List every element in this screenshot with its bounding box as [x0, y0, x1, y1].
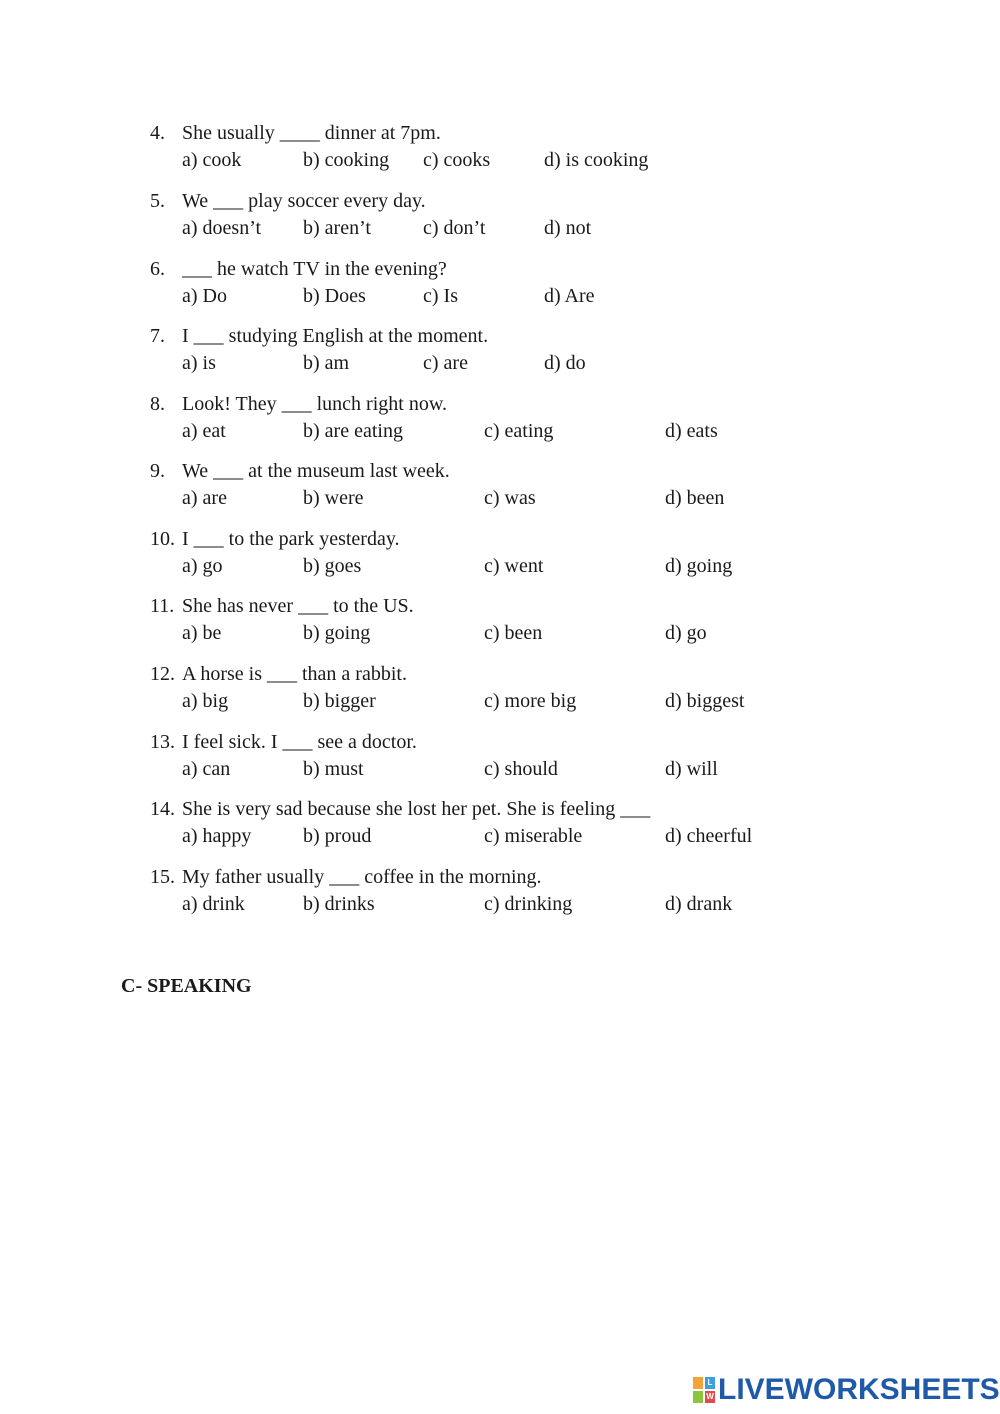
question-line	[150, 526, 850, 553]
answer-option[interactable]: b) must	[303, 758, 364, 780]
question-text: We ___ play soccer every day.	[182, 190, 426, 212]
question-item	[150, 458, 850, 512]
answer-option[interactable]: a) can	[182, 758, 231, 780]
question-text: ___ he watch TV in the evening?	[182, 258, 447, 280]
question-item	[150, 796, 850, 850]
question-number: 12.	[150, 663, 175, 685]
answer-option[interactable]: c) cooks	[423, 149, 491, 171]
answer-option[interactable]: a) Do	[182, 285, 227, 307]
answer-option[interactable]: c) was	[484, 487, 536, 509]
question-number: 13.	[150, 731, 175, 753]
answer-option[interactable]: d) drank	[665, 893, 733, 915]
answer-option[interactable]: b) Does	[303, 285, 366, 307]
answer-option[interactable]: a) go	[182, 555, 223, 577]
answer-option[interactable]: d) been	[665, 487, 725, 509]
answer-options	[150, 756, 850, 783]
question-item	[150, 391, 850, 445]
answer-option[interactable]: a) are	[182, 487, 227, 509]
question-line	[150, 120, 850, 147]
question-number: 11.	[150, 595, 175, 617]
answer-option[interactable]: c) miserable	[484, 825, 583, 847]
answer-option[interactable]: c) been	[484, 622, 543, 644]
answer-option[interactable]: b) going	[303, 622, 371, 644]
question-item	[150, 661, 850, 715]
question-text: I ___ studying English at the moment.	[182, 325, 489, 347]
question-number: 14.	[150, 798, 175, 820]
answer-option[interactable]: d) going	[665, 555, 733, 577]
question-item	[150, 729, 850, 783]
answer-option[interactable]: d) not	[544, 217, 592, 239]
question-number: 9.	[150, 460, 165, 482]
answer-options	[150, 350, 850, 377]
answer-option[interactable]: d) go	[665, 622, 707, 644]
logo-block: L	[705, 1377, 715, 1389]
answer-option[interactable]: b) aren’t	[303, 217, 371, 239]
question-number: 8.	[150, 393, 165, 415]
answer-option[interactable]: c) Is	[423, 285, 458, 307]
question-text: She has never ___ to the US.	[182, 595, 414, 617]
answer-option[interactable]: b) are eating	[303, 420, 403, 442]
answer-options	[150, 418, 850, 445]
question-item	[150, 188, 850, 242]
question-line	[150, 864, 850, 891]
question-item	[150, 256, 850, 310]
answer-option[interactable]: a) is	[182, 352, 216, 374]
answer-options	[150, 485, 850, 512]
answer-option[interactable]: c) eating	[484, 420, 554, 442]
question-line	[150, 729, 850, 756]
answer-option[interactable]: c) should	[484, 758, 558, 780]
answer-option[interactable]: b) drinks	[303, 893, 375, 915]
logo-block	[693, 1391, 703, 1403]
logo-text: LIVEWORKSHEETS	[718, 1373, 1000, 1406]
question-line	[150, 323, 850, 350]
answer-option[interactable]: c) are	[423, 352, 468, 374]
question-item	[150, 120, 850, 174]
answer-option[interactable]: d) cheerful	[665, 825, 753, 847]
question-line	[150, 458, 850, 485]
answer-option[interactable]: c) don’t	[423, 217, 486, 239]
answer-option[interactable]: d) do	[544, 352, 586, 374]
answer-options	[150, 620, 850, 647]
question-line	[150, 796, 850, 823]
logo-block	[693, 1377, 703, 1389]
answer-option[interactable]: b) proud	[303, 825, 372, 847]
question-line	[150, 256, 850, 283]
answer-option[interactable]: c) drinking	[484, 893, 573, 915]
question-item	[150, 593, 850, 647]
question-line	[150, 593, 850, 620]
answer-option[interactable]: d) is cooking	[544, 149, 649, 171]
question-text: I ___ to the park yesterday.	[182, 528, 400, 550]
answer-option[interactable]: d) will	[665, 758, 718, 780]
answer-option[interactable]: a) drink	[182, 893, 245, 915]
question-item	[150, 526, 850, 580]
answer-option[interactable]: d) biggest	[665, 690, 745, 712]
answer-options	[150, 215, 850, 242]
question-line	[150, 661, 850, 688]
question-item	[150, 864, 850, 918]
question-text: My father usually ___ coffee in the morning.	[182, 866, 542, 888]
answer-options	[150, 823, 850, 850]
question-item	[150, 323, 850, 377]
answer-option[interactable]: b) were	[303, 487, 364, 509]
logo-icon	[693, 1377, 715, 1403]
answer-option[interactable]: b) goes	[303, 555, 362, 577]
question-line	[150, 188, 850, 215]
answer-options	[150, 553, 850, 580]
answer-option[interactable]: c) more big	[484, 690, 577, 712]
answer-option[interactable]: a) cook	[182, 149, 242, 171]
question-number: 10.	[150, 528, 175, 550]
question-text: She usually ____ dinner at 7pm.	[182, 122, 441, 144]
answer-options	[150, 283, 850, 310]
question-number: 6.	[150, 258, 165, 280]
logo-block: W	[706, 1392, 714, 1401]
section-title: C- SPEAKING	[121, 975, 252, 997]
liveworksheets-logo	[693, 1374, 1000, 1406]
answer-options	[150, 688, 850, 715]
question-text: She is very sad because she lost her pet. She is feeling ___	[182, 798, 651, 820]
answer-option[interactable]: c) went	[484, 555, 544, 577]
question-text: Look! They ___ lunch right now.	[182, 393, 447, 415]
question-text: We ___ at the museum last week.	[182, 460, 450, 482]
question-line	[150, 391, 850, 418]
answer-option[interactable]: b) cooking	[303, 149, 390, 171]
answer-option[interactable]: a) eat	[182, 420, 226, 442]
question-number: 7.	[150, 325, 165, 347]
answer-options	[150, 891, 850, 918]
question-text: A horse is ___ than a rabbit.	[182, 663, 407, 685]
question-number: 15.	[150, 866, 175, 888]
answer-option[interactable]: a) happy	[182, 825, 252, 847]
question-number: 4.	[150, 122, 165, 144]
answer-option[interactable]: d) eats	[665, 420, 718, 442]
question-text: I feel sick. I ___ see a doctor.	[182, 731, 417, 753]
answer-option[interactable]: b) am	[303, 352, 350, 374]
answer-option[interactable]: a) big	[182, 690, 229, 712]
answer-option[interactable]: a) be	[182, 622, 222, 644]
answer-option[interactable]: a) doesn’t	[182, 217, 262, 239]
answer-option[interactable]: d) Are	[544, 285, 595, 307]
question-number: 5.	[150, 190, 165, 212]
answer-option[interactable]: b) bigger	[303, 690, 376, 712]
answer-options	[150, 147, 850, 174]
